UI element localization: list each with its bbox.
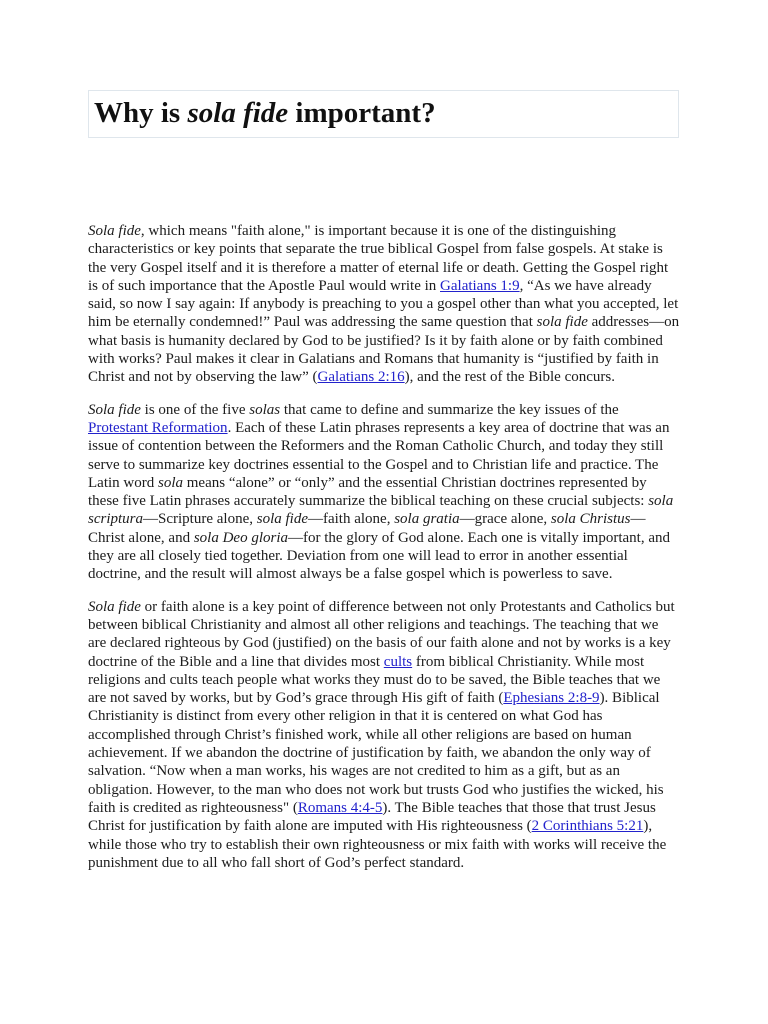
title-box — [88, 90, 679, 138]
italic-text: sola — [157, 474, 183, 491]
text-segment: important? — [288, 97, 436, 129]
link-galatians-2-16[interactable]: Galatians 2:16 — [317, 369, 405, 386]
link-cults[interactable]: cults — [383, 653, 413, 670]
text-segment: ). The Bible teaches that those that trust Jesus Christ for justification by faith alone are imputed with His righteousness ( — [88, 799, 656, 835]
link-romans-4-4-5[interactable]: Romans 4:4-5 — [297, 799, 383, 816]
text-segment: ), and the rest of the Bible concurs. — [404, 369, 615, 386]
paragraph — [88, 598, 680, 872]
text-segment: . Each of these Latin phrases represents a key area of doctrine that was an issue of contention between the Reformers and the Roman Catholic Church, and today they still serve to summarize key doctrines essential to the Gospel and to Christian life and practice. The Latin word — [88, 419, 670, 491]
italic-text: sola scriptura — [88, 493, 674, 528]
italic-text: sola fide — [536, 314, 588, 331]
text-segment: addresses—on what basis is humanity declared by God to be justified? Is it by faith alone or by faith combined with works? Paul makes it clear in Galatians and Romans that humanity is “justified by faith in Christ and not by observing the law” ( — [88, 314, 680, 386]
page-title — [94, 93, 672, 133]
text-segment: —Christ alone, and — [88, 511, 646, 546]
text-segment: —grace alone, — [459, 511, 551, 528]
italic-text: sola fide — [256, 511, 308, 528]
text-segment: —faith alone, — [307, 511, 395, 528]
text-segment: —for the glory of God alone. Each one is vitally important, and they are all closely tied together. Deviation from one will lead to error in another essential doctrine, and the result will almost always be a false gospel which is powerless to save. — [88, 529, 670, 583]
text-segment: that came to define and summarize the key issues of the — [280, 401, 619, 418]
italic-text: sola gratia — [394, 511, 460, 528]
italic-text: sola Deo gloria — [193, 529, 288, 546]
text-segment: ). Biblical Christianity is distinct from every other religion in that it is centered on what God has accomplished through Christ’s finished work, while all other religions are based on human achievement. If we abandon the doctrine of justification by faith, we abandon the only way of salvation. “Now when a man works, his wages are not credited to him as a gift, but as an obligation. However, to the man who does not work but trusts God who justifies the wicked, his faith is credited as righteousness" ( — [88, 690, 664, 816]
italic-text: Sola fide — [88, 401, 141, 418]
italic-text: sola fide — [187, 97, 289, 129]
link-protestant-reformation[interactable]: Protestant Reformation — [88, 419, 228, 436]
italic-text: solas — [249, 401, 281, 418]
text-segment: , which means "faith alone," is important because it is one of the distinguishing characteristics or key points that separate the true biblical Gospel from false gospels. At stake is the very Gospel itself and it is therefore a matter of eternal life or death. Getting the Gospel right is of such importance that the Apostle Paul would write in — [88, 223, 669, 294]
text-segment: or faith alone is a key point of difference between not only Protestants and Catholics but between biblical Christianity and almost all other religions and teachings. The teaching that we are declared righteous by God (justified) on the basis of our faith alone and not by works is a key doctrine of the Bible and a line that divides most — [88, 598, 675, 670]
text-segment: —Scripture alone, — [143, 511, 257, 528]
article-body — [88, 222, 680, 886]
text-segment: ), while those who try to establish their own righteousness or mix faith with works will receive the punishment due to all who fall short of God’s perfect standard. — [88, 818, 667, 871]
paragraph — [88, 222, 680, 387]
text-segment: is one of the five — [140, 401, 250, 418]
text-segment: Why is — [94, 97, 188, 129]
link-ephesians-2-8-9[interactable]: Ephesians 2:8-9 — [503, 690, 600, 707]
text-segment: , “As we have already said, so now I say again: If anybody is preaching to you a gospel other than what you accepted, let him be eternally condemned!” Paul was addressing the same question that — [88, 277, 679, 331]
text-segment: means “alone” or “only” and the essential Christian doctrines represented by these five Latin phrases accurately summarize the biblical teaching on these crucial subjects: — [88, 474, 649, 510]
paragraph — [88, 401, 680, 584]
italic-text: Sola fide — [88, 223, 141, 239]
link-2-corinthians-5-21[interactable]: 2 Corinthians 5:21 — [531, 818, 644, 835]
text-segment: from biblical Christianity. While most religions and cults teach people what works they must do to be saved, the Bible teaches that we are not saved by works, but by God’s grace through His gift of faith ( — [88, 653, 661, 707]
italic-text: sola Christus — [550, 511, 631, 528]
link-galatians-1-9[interactable]: Galatians 1:9 — [440, 277, 520, 294]
italic-text: Sola fide — [88, 598, 141, 615]
